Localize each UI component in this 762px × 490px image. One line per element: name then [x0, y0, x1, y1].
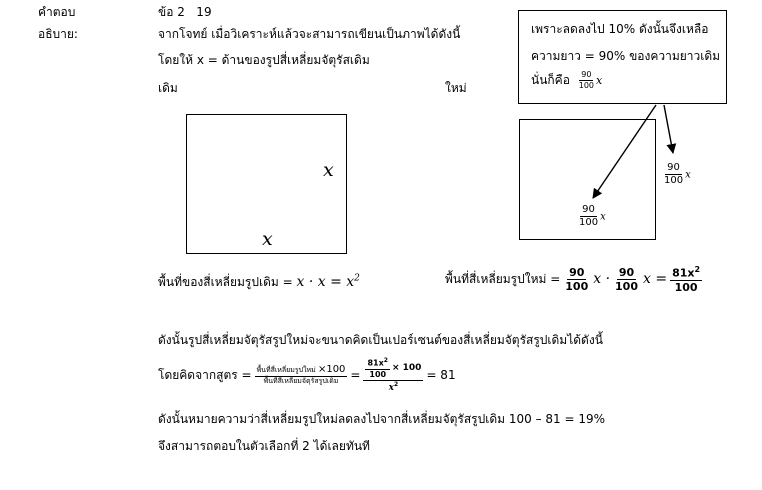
answer-value: ข้อ 2 19: [158, 5, 212, 19]
old-side-right-label: x: [323, 159, 334, 181]
computed-fraction: $\frac{81x^2}{100}$ × 100 $x^2$: [363, 358, 423, 393]
old-side-bottom-label: x: [262, 228, 273, 250]
formula-fraction: $\frac{\text{พื้นที่สี่เหลี่ยมรูปใหม่ ×100}}{\text{พื้นที่สี่เหลี่ยมจัตุรัสรูปเดิม}}$: [256, 364, 346, 386]
area-new-label: พื้นที่สี่เหลี่ยมรูปใหม่ =: [445, 271, 561, 286]
conclusion-line-3: จึงสามารถตอบในตัวเลือกที่ 2 ได้เลยทันที: [158, 439, 370, 453]
area-new-row: พื้นที่สี่เหลี่ยมรูปใหม่ = $\frac{90}{100}$ x · $\frac{90}{100}$ x = $\frac{81x^2}{100}$: [445, 265, 701, 294]
formula-label: โดยคิดจากสูตร =: [158, 367, 252, 382]
area-old-row: [158, 273, 360, 292]
note-line-3: นั่นก็คือ $\frac{90}{100}$ x: [531, 70, 603, 90]
label-new: ใหม่: [445, 81, 467, 95]
conclusion-line-1: ดังนั้นรูปสี่เหลี่ยมจัตุรัสรูปใหม่จะขนาดคิดเป็นเปอร์เซนต์ของสี่เหลี่ยมจัตุรัสรูปเดิมได้ดังนี้: [158, 333, 603, 347]
explain-label: อธิบาย:: [38, 27, 78, 41]
answer-label: คำตอบ: [38, 5, 76, 19]
arrow-to-bottom-side: [593, 105, 656, 198]
note-line-2: ความยาว = 90% ของความยาวเดิม: [531, 49, 721, 63]
note-line-1: เพราะลดลงไป 10% ดังนั้นจึงเหลือ: [531, 22, 709, 36]
intro-line-2: โดยให้ x = ด้านของรูปสี่เหลี่ยมจัตุรัสเดิม: [158, 53, 370, 67]
area-old-label: พื้นที่ของสี่เหลี่ยมรูปเดิม =: [158, 275, 293, 289]
formula-row: โดยคิดจากสูตร = $\frac{\text{พื้นที่สี่เหลี่ยมรูปใหม่ ×100}}{\text{พื้นที่สี่เหลี่ยมจัตุรัสรูปเดิม}}$ = $\frac{81x^2}{100}$ × 100 $x^2$ = 81: [158, 357, 456, 393]
note-fraction: $\frac{90}{100}$: [578, 70, 595, 90]
formula-result: = 81: [426, 368, 456, 383]
conclusion-line-2: ดังนั้นหมายความว่าสี่เหลี่ยมรูปใหม่ลดลงไปจากสี่เหลี่ยมจัตุรัสรูปเดิม 100 – 81 = 19%: [158, 412, 606, 426]
new-side-right-label: $\frac{90}{100}$ x: [664, 162, 691, 186]
label-old: เดิม: [158, 81, 178, 95]
area-old-expr: $x \cdot x = x^2$: [296, 273, 360, 290]
arrow-to-right-side: [664, 105, 673, 153]
intro-line-1: จากโจทย์ เมื่อวิเคราะห์แล้วจะสามารถเขียนเป็นภาพได้ดังนี้: [158, 27, 461, 41]
new-side-bottom-label: $\frac{90}{100}$ x: [579, 204, 606, 228]
